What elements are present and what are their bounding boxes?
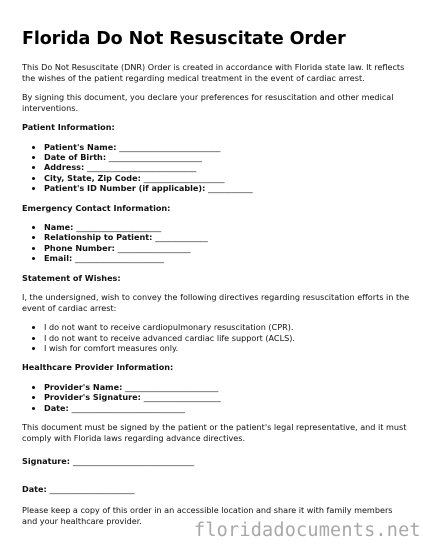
field-label: Date: xyxy=(44,402,69,413)
signature-label: Signature: xyxy=(22,456,70,467)
closing-note-paragraph: Please keep a copy of this order in an accessible location and share it with family members and your healthcare provider. xyxy=(22,505,393,526)
fill-in-blank: _____________________ xyxy=(76,222,162,233)
fill-in-blank: __________________ xyxy=(117,242,191,253)
list-item xyxy=(44,183,410,193)
field-label: Provider's Signature: xyxy=(44,392,141,403)
fill-in-blank: _______________________ xyxy=(125,381,219,392)
field-label: Relationship to Patient: xyxy=(44,232,153,243)
wishes-list xyxy=(22,322,410,353)
statement-of-wishes-heading: Statement of Wishes: xyxy=(22,272,121,283)
signature-line xyxy=(22,456,410,467)
list-item: • I do not want to receive advanced cardiac life support (ACLS). xyxy=(44,333,410,343)
intro-paragraph-2: By signing this document, you declare your preferences for resuscitation and other medical interventions. xyxy=(22,92,394,113)
provider-info-heading: Healthcare Provider Information: xyxy=(22,362,174,373)
list-item xyxy=(44,162,410,172)
patient-info-heading: Patient Information: xyxy=(22,122,115,132)
list-item xyxy=(44,403,410,413)
list-item xyxy=(44,152,410,162)
site-watermark: floridadocuments.net xyxy=(194,520,421,541)
document-title: Florida Do Not Resuscitate Order xyxy=(22,29,346,49)
provider-info-list xyxy=(22,382,410,413)
fill-in-blank: ______________________________ xyxy=(72,456,195,467)
fill-in-blank: _______________________ xyxy=(108,151,202,162)
list-item xyxy=(44,232,410,242)
fill-in-blank: ___________ xyxy=(208,183,253,194)
fill-in-blank: _________________________ xyxy=(119,141,221,152)
fill-in-blank: ______________________ xyxy=(75,253,165,264)
date-line xyxy=(22,484,410,495)
list-item xyxy=(44,142,410,152)
field-label: Name: xyxy=(44,222,74,233)
date-label: Date: xyxy=(22,483,47,494)
field-label: Date of Birth: xyxy=(44,151,107,162)
list-item: • I wish for comfort measures only. xyxy=(44,343,410,353)
field-label: Provider's Name: xyxy=(44,381,123,392)
wishes-paragraph: I, the undersigned, wish to convey the following directives regarding resuscitation efforts in the event of cardiac arrest: xyxy=(22,292,410,313)
list-item xyxy=(44,382,410,392)
document-page xyxy=(22,29,410,535)
fill-in-blank: ____________________ xyxy=(143,172,225,183)
list-item xyxy=(44,222,410,232)
patient-info-list xyxy=(22,142,410,194)
fill-in-blank: _____________ xyxy=(155,232,208,243)
field-label: Phone Number: xyxy=(44,242,115,253)
list-item: • I do not want to receive cardiopulmonary resuscitation (CPR). xyxy=(44,322,410,332)
fill-in-blank: _____________________ xyxy=(49,483,135,494)
list-item xyxy=(44,392,410,402)
legal-note-paragraph: This document must be signed by the patient or the patient's legal representative, and it must comply with Florida laws regarding advance directives. xyxy=(22,422,407,443)
field-label: Patient's ID Number (if applicable): xyxy=(44,183,206,194)
fill-in-blank: ____________________________ xyxy=(71,402,185,413)
list-item xyxy=(44,243,410,253)
intro-paragraph-1: This Do Not Resuscitate (DNR) Order is created in accordance with Florida state law. It reflects the wishes of the patient regarding medical treatment in the event of cardiac arrest. xyxy=(22,62,405,83)
field-label: Email: xyxy=(44,253,73,264)
emergency-contact-list xyxy=(22,222,410,264)
fill-in-blank: ___________________________ xyxy=(87,162,197,173)
fill-in-blank: ___________________ xyxy=(143,392,221,403)
field-label: Address: xyxy=(44,162,85,173)
emergency-contact-heading: Emergency Contact Information: xyxy=(22,202,171,213)
field-label: City, State, Zip Code: xyxy=(44,172,141,183)
field-label: Patient's Name: xyxy=(44,141,117,152)
list-item xyxy=(44,253,410,263)
list-item xyxy=(44,173,410,183)
